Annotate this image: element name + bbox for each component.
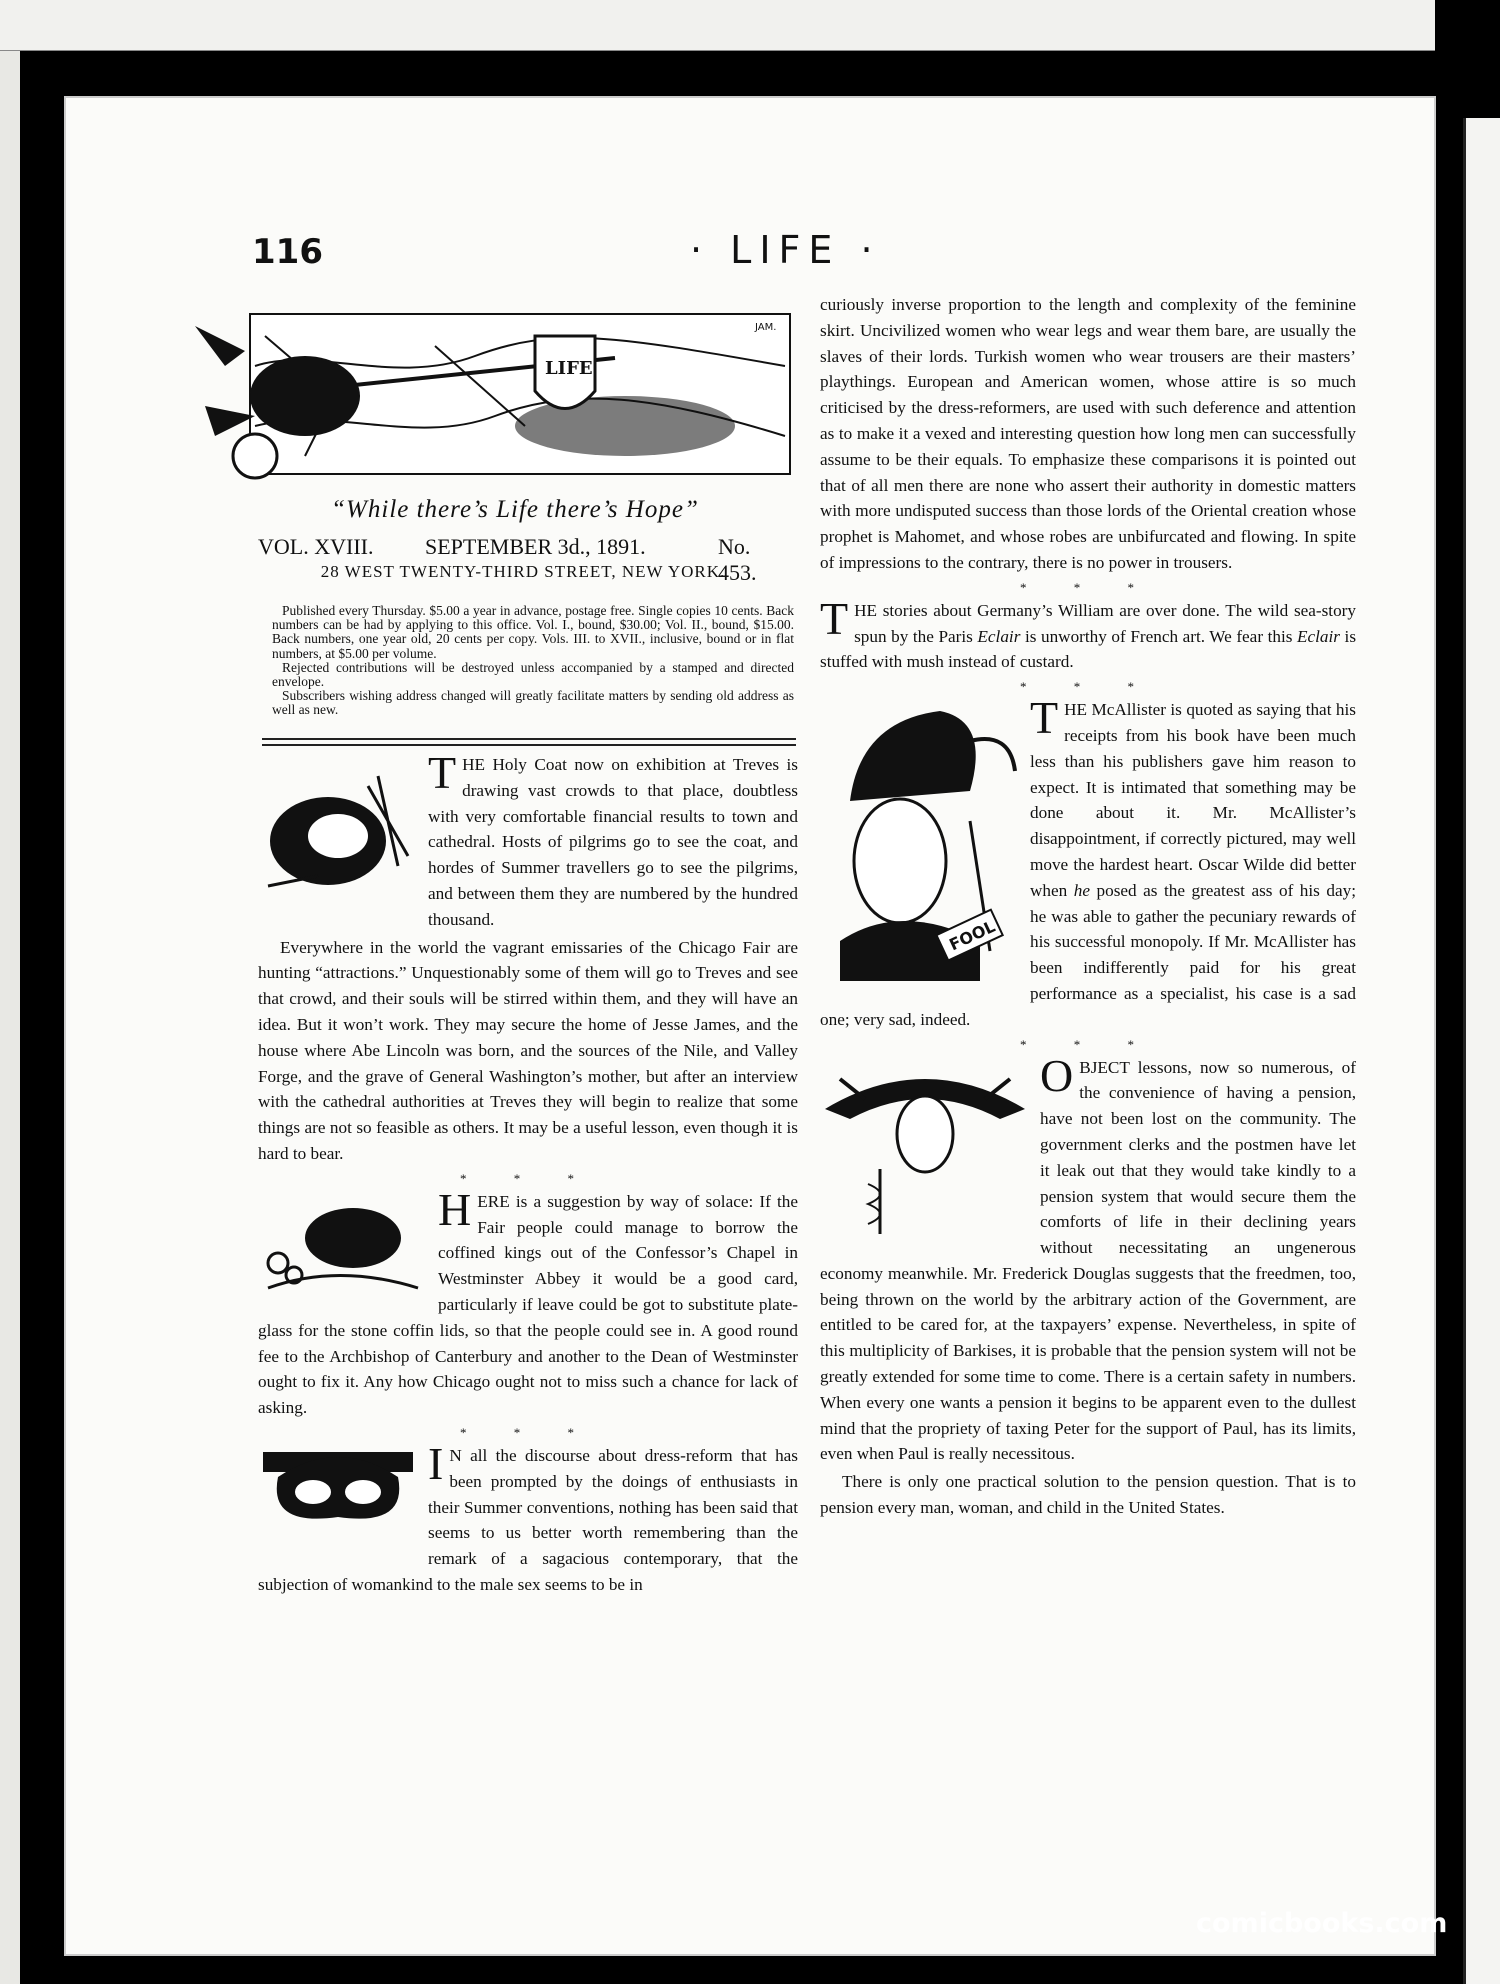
article-holy-coat: [258, 747, 798, 1167]
section-separator: * * *: [1020, 1036, 1156, 1052]
article-text: curiously inverse proportion to the length and complexity of the feminine skirt. Uncivilized women who wear legs and wear them bare, are usually the slaves of their lords. Turkish women who wear trousers are their masters’ playthings. European and American women, whose attire is so much criticised by the dress-reformers, are used with such deference and attention as to make it a vexed and interesting question how long men can successfully assume to be their equals. To emphasize these comparisons it is pointed out that of all men there are none who assert their authority in domestic matters with more undisputed success than those lords of the Oriental creation whose prophet is Mahomet, and whose robes are unbifurcated and flowing. In spite of impressions to the contrary, there is no power in trousers.: [820, 295, 1356, 572]
article-text: HE McAllister is quoted as saying that his receipts from his book have been much less than his publishers gave him reason to expect. It is intimated that something may be done about it. Mr. McAllister’s disappointment, if correctly pictured, may well move the hardest heart. Oscar Wilde did better when: [1030, 700, 1356, 900]
dropcap: H: [438, 1183, 472, 1235]
section-separator: * * *: [1020, 579, 1156, 595]
divider-rule: [262, 738, 796, 740]
mole-illustration: [258, 1193, 428, 1303]
fool-sign-label: FOOL: [946, 916, 999, 955]
emphasis: he: [1073, 880, 1090, 900]
section-separator: * * *: [460, 1170, 596, 1186]
article-text: Everywhere in the world the vagrant emissaries of the Chicago Fair are hunting “attractions.” Unquestionably some of them will go to Treves and see that crowd, and their souls will be stirred within them, and they will have an idea. But it won’t work. They may secure the home of Jesse James, and the house where Abe Lincoln was born, and the sources of the Nile, and Valley Forge, and the grave of General Washington’s mother, but after an interview with the cathedral authorities at Treves they will begin to realize that some things are not so feasible as others. It may be a useful lesson, even though it is hard to bear.: [258, 937, 798, 1163]
publication-notice: [272, 604, 794, 717]
article-text: is stuffed with mush instead of custard.: [820, 626, 1357, 672]
butterfly-ornament-illustration: [258, 1447, 418, 1547]
notice-paragraph: Subscribers wishing address changed will greatly facilitate matters by sending old address as well as new.: [272, 688, 794, 718]
article-text: HE Holy Coat now on exhibition at Treves is drawing vast crowds to that place, doubtless with very comfortable financial results to town and cathedral. Hosts of pilgrims go to see the coat, and hordes of Summer travellers go to see the pilgrims, and between them they are numbered by the hundred thousand.: [428, 755, 798, 929]
site-watermark: comicbooks.com: [1196, 1908, 1448, 1939]
article-text: BJECT lessons, now so numerous, of the convenience of having a pension, have not been lost on the community. The government clerks and the postmen have let it leak out that they would take kindly to a pension system that would secure them the comforts of life in their declining years without necessitating an ungenerous economy meanwhile. Mr. Frederick Douglas suggests that the freedmen, too, being thrown on the world by the arbitrary action of the Government, are entitled to be cared for, at the taxpayers’ expense. Nevertheless, in spite of this multiplicity of Barkises, it is probable that the pension system will not be greatly extended for some time to come. There is a certain safety in numbers. When every one wants a pension it begins to be apparent even to the dullest mind that the propriety of taxing Peter for the support of Paul, has its limits, even when Paul is really necessitous.: [820, 1057, 1356, 1464]
article-germany: [820, 592, 1357, 675]
dropcap: I: [428, 1437, 444, 1489]
volume-number: VOL. XVIII.: [258, 534, 374, 559]
publisher-address: 28 WEST TWENTY-THIRD STREET, NEW YORK.: [320, 562, 726, 581]
article-text: posed as the greatest ass of his day; he was able to gather the pecuniary rewards of his successful monopoly. If Mr. McAllister has been indifferently paid for his great performance as a specialist, his case is a sad one; very sad, indeed.: [820, 880, 1356, 1029]
section-separator: * * *: [460, 1424, 596, 1440]
left-column: [258, 747, 798, 1600]
shield-label: LIFE: [545, 358, 593, 379]
dropcap: T: [428, 747, 457, 798]
newspaper-name: Eclair: [977, 626, 1021, 646]
masthead-title: · LIFE ·: [690, 228, 881, 272]
article-dress-reform: [258, 1437, 798, 1598]
dropcap: T: [820, 592, 849, 644]
header-illustration: [195, 306, 798, 484]
dropcap: O: [1040, 1049, 1074, 1101]
motto: “While there’s Life there’s Hope”: [331, 496, 699, 523]
dropcap: T: [1030, 692, 1059, 744]
article-pension: [820, 1049, 1356, 1521]
illustration-signature: JAM.: [755, 322, 777, 333]
article-text: is unworthy of French art. We fear this: [1020, 626, 1298, 646]
section-separator: * * *: [1020, 679, 1156, 695]
article-mcallister: [820, 692, 1356, 1032]
article-solace: [258, 1183, 798, 1421]
scan-edge-top: [0, 0, 1435, 51]
scan-edge-left: [0, 0, 20, 1984]
article-text: N all the discourse about dress-reform that has been prompted by the doings of enthusiasts in their Summer conventions, nothing has been said that seems to us better worth remembering than the remark of a sagacious contemporary, that the subjection of womankind to the male sex seems to be in: [258, 1445, 798, 1594]
page-number: 116: [252, 232, 323, 272]
article-text: HE stories about Germany’s William are over done. The wild sea-story spun by the Paris: [854, 600, 1356, 646]
issue-date: SEPTEMBER 3d., 1891.: [425, 534, 646, 559]
newspaper-name: Eclair: [1297, 626, 1340, 646]
pilgrim-illustration: [258, 756, 418, 906]
issue-number: No. 453.: [718, 534, 757, 585]
notice-paragraph: Published every Thursday. $5.00 a year in advance, postage free. Single copies 10 cents. Back numbers can be had by applying to this office. Vol. I., bound, $30.00; Vol. II., bound, $15.00. Back numbers, one year old, 20 cents per copy. Vols. III. to XVII., inclusive, bound or in flat numbers, at $5.00 per volume.: [272, 603, 794, 661]
article-text: ERE is a suggestion by way of solace: If the Fair people could manage to borrow the coffined kings out of the Confessor’s Chapel in Westminster Abbey it would be a good card, particularly if leave could be got to substitute plate-glass for the stone coffin lids, so that the people could see in. A good round fee to the Archbishop of Canterbury and another to the Dean of Westminster ought to fix it. Any how Chicago ought not to miss such a chance for lack of asking.: [258, 1191, 798, 1418]
right-column: [820, 292, 1356, 1523]
notice-paragraph: Rejected contributions will be destroyed unless accompanied by a stamped and directed envelope.: [272, 659, 794, 689]
divider-rule: [262, 744, 796, 746]
winged-head-caduceus-illustration: [820, 1059, 1030, 1239]
jester-caricature-illustration: [820, 701, 1020, 986]
article-text: There is only one practical solution to the pension question. That is to pension every man, woman, and child in the United States.: [820, 1472, 1356, 1518]
scan-edge-right: [1463, 118, 1500, 1984]
